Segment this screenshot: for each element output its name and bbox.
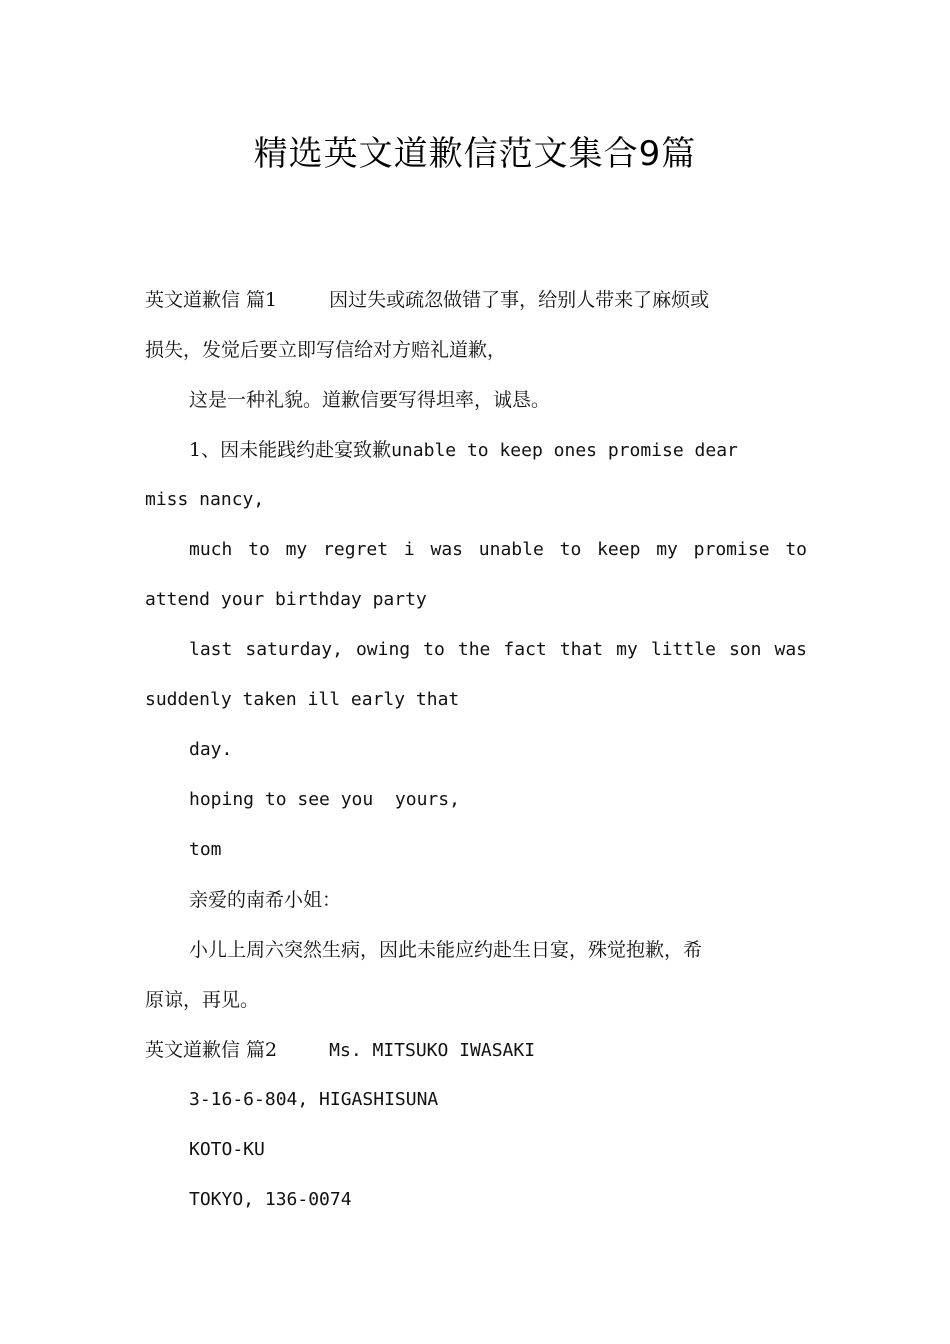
text-line: 这是一种礼貌。道歉信要写得坦率，诚恳。	[189, 389, 551, 411]
text-line: 亲爱的南希小姐：	[189, 889, 342, 911]
text-line: 原谅，再见。	[145, 989, 260, 1011]
address-line: KOTO-KU	[189, 1139, 265, 1160]
text-line: miss nancy,	[145, 489, 265, 510]
section-heading: 英文道歉信 篇1	[145, 289, 278, 311]
paragraph-text: 因过失或疏忽做错了事，给别人带来了麻烦或	[329, 289, 710, 311]
text-line: attend your birthday party	[145, 589, 427, 610]
page-title: 精选英文道歉信范文集合9篇	[253, 134, 697, 174]
text-line: hoping to see you yours,	[189, 789, 460, 810]
text-line	[145, 1025, 807, 1075]
text-line	[145, 275, 807, 325]
text-line: day.	[189, 739, 233, 760]
address-line: 3-16-6-804, HIGASHISUNA	[189, 1089, 439, 1110]
text-line: tom	[189, 839, 222, 860]
document-body	[145, 275, 807, 1225]
text-line: suddenly taken ill early that	[145, 689, 460, 710]
address-line: TOKYO, 136-0074	[189, 1189, 352, 1210]
paragraph-text: 1、因未能践约赴宴致歉	[189, 439, 392, 461]
text-line: 损失，发觉后要立即写信给对方赔礼道歉，	[145, 339, 507, 361]
text-line: much to my regret i was unable to keep my promise to	[189, 539, 807, 560]
text-line: 小儿上周六突然生病，因此未能应约赴生日宴，殊觉抱歉，希	[189, 939, 703, 961]
text-line: last saturday, owing to the fact that my little son was	[189, 639, 807, 660]
text-line	[145, 425, 807, 475]
section-heading: 英文道歉信 篇2	[145, 1039, 278, 1061]
paragraph-text: unable to keep ones promise dear	[391, 440, 738, 461]
address-line: Ms. MITSUKO IWASAKI	[329, 1040, 536, 1061]
